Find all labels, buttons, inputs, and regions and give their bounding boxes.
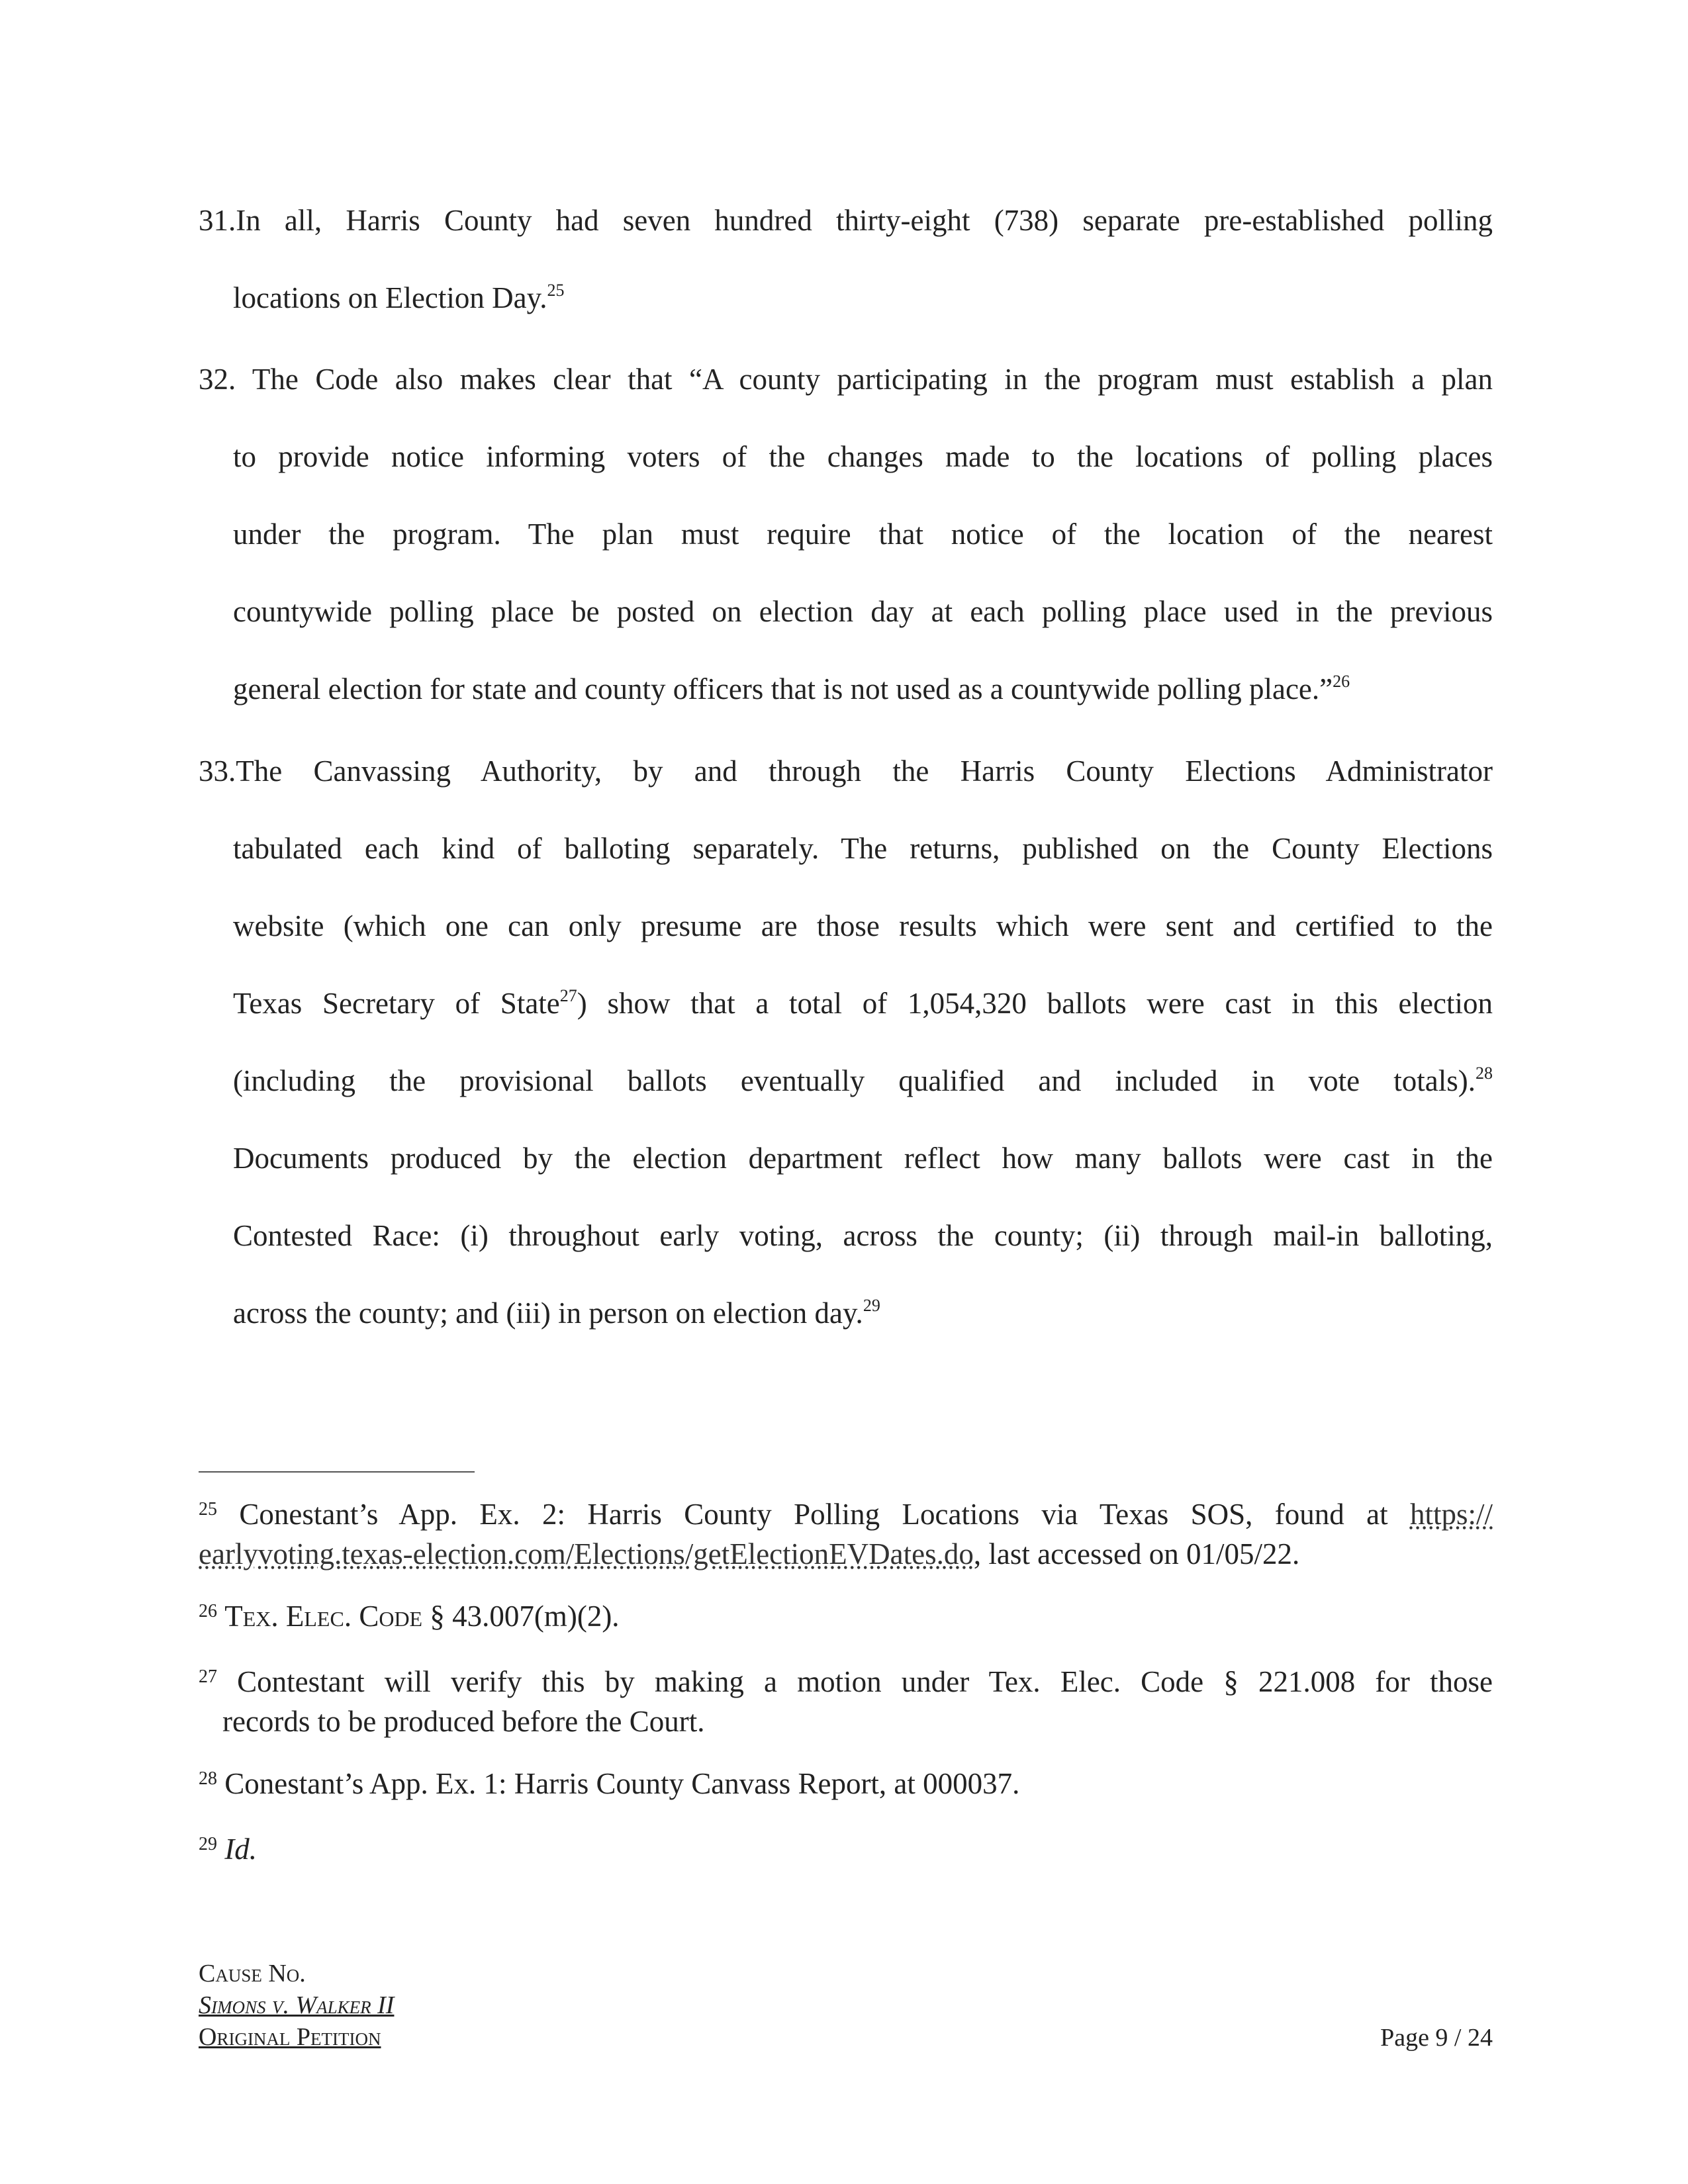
paragraph-33-line: Documents produced by the election department reflect how many ballots were cast in the bbox=[233, 1142, 1493, 1175]
footnote-28 bbox=[199, 1764, 1493, 1803]
paragraph-33-text: (including the provisional ballots eventually qualified and included in vote totals). bbox=[233, 1064, 1476, 1097]
paragraph-32-line: under the program. The plan must require that notice of the location of the nearest bbox=[233, 518, 1493, 551]
footnote-29 bbox=[199, 1829, 1493, 1869]
paragraph-33-line bbox=[199, 965, 1493, 1042]
paragraph-33-line bbox=[199, 1042, 1493, 1120]
footnote-25-line bbox=[199, 1494, 1493, 1534]
paragraph-32-line: 32. The Code also makes clear that “A county participating in the program must establish a plan bbox=[199, 363, 1493, 396]
footnote-ref-28: 28 bbox=[1476, 1064, 1493, 1083]
footnote-number: 26 bbox=[199, 1601, 217, 1621]
page-footer bbox=[199, 1958, 394, 2053]
statute-code: Tex. Elec. Code bbox=[224, 1600, 423, 1633]
footnote-text: , last accessed on 01/05/22. bbox=[973, 1537, 1300, 1570]
footnote-link[interactable]: https:// bbox=[1409, 1498, 1493, 1531]
footnote-text: § 43.007(m)(2). bbox=[422, 1600, 620, 1633]
footnote-link[interactable]: earlyvoting.texas-election.com/Elections/getElectionEVDates.do bbox=[199, 1537, 974, 1570]
footnote-27 bbox=[199, 1662, 1493, 1741]
paragraph-32-line: to provide notice informing voters of the changes made to the locations of polling places bbox=[233, 440, 1493, 473]
paragraph-33-text: across the county; and (iii) in person on election day. bbox=[233, 1297, 863, 1330]
footnote-text: Conestant’s App. Ex. 2: Harris County Polling Locations via Texas SOS, found at bbox=[239, 1498, 1410, 1531]
footnote-27-line: records to be produced before the Court. bbox=[222, 1705, 705, 1738]
footnote-number: 25 bbox=[199, 1499, 217, 1520]
footnote-separator bbox=[199, 1471, 475, 1473]
paragraph-31-text: locations on Election Day. bbox=[233, 281, 547, 314]
paragraph-32-text: general election for state and county officers that is not used as a countywide polling place.” bbox=[233, 672, 1333, 705]
paragraph-32 bbox=[199, 341, 1493, 728]
footnote-ref-25: 25 bbox=[547, 281, 565, 300]
case-name: Simons v. Walker II bbox=[199, 1991, 395, 2019]
footnote-ref-29: 29 bbox=[863, 1296, 880, 1315]
paragraph-32-line bbox=[199, 651, 1493, 728]
cause-number: Cause No. bbox=[199, 1960, 306, 1987]
footnote-ref-26: 26 bbox=[1333, 672, 1350, 691]
footnote-25-line bbox=[199, 1534, 1493, 1574]
footnote-text: Conestant’s App. Ex. 1: Harris County Canvass Report, at 000037. bbox=[224, 1767, 1020, 1800]
paragraph-33-line: 33.The Canvassing Authority, by and through the Harris County Elections Administrator bbox=[199, 754, 1493, 788]
footnote-26 bbox=[199, 1596, 1493, 1636]
page-number: Page 9 / 24 bbox=[1380, 2024, 1493, 2052]
footnote-ref-27: 27 bbox=[559, 986, 577, 1005]
footnote-number: 27 bbox=[199, 1666, 217, 1687]
paragraph-33-text: Texas Secretary of State bbox=[233, 987, 560, 1020]
footnote-text: Contestant will verify this by making a motion under Tex. Elec. Code § 221.008 for those bbox=[237, 1665, 1493, 1698]
paragraph-32-line: countywide polling place be posted on election day at each polling place used in the previous bbox=[233, 595, 1493, 628]
footnote-text: Id. bbox=[224, 1833, 257, 1866]
footnote-number: 29 bbox=[199, 1834, 217, 1854]
paragraph-33-line: tabulated each kind of balloting separately. The returns, published on the County Elections bbox=[233, 832, 1493, 865]
paragraph-31 bbox=[199, 182, 1493, 337]
paragraph-33-line: Contested Race: (i) throughout early voting, across the county; (ii) through mail-in balloting, bbox=[233, 1219, 1493, 1252]
paragraph-31-line: 31.In all, Harris County had seven hundred thirty-eight (738) separate pre-established polling bbox=[199, 204, 1493, 237]
paragraph-33-text: ) show that a total of 1,054,320 ballots were cast in this election bbox=[577, 987, 1493, 1020]
footnote-27-line bbox=[199, 1662, 1493, 1702]
paragraph-33-line bbox=[199, 1275, 1493, 1352]
paragraph-31-line bbox=[199, 259, 1493, 337]
footnote-25 bbox=[199, 1494, 1493, 1574]
footnote-number: 28 bbox=[199, 1768, 217, 1789]
paragraph-33 bbox=[199, 733, 1493, 1352]
paragraph-33-line: website (which one can only presume are those results which were sent and certified to the bbox=[233, 909, 1493, 942]
document-title: Original Petition bbox=[199, 2023, 381, 2051]
